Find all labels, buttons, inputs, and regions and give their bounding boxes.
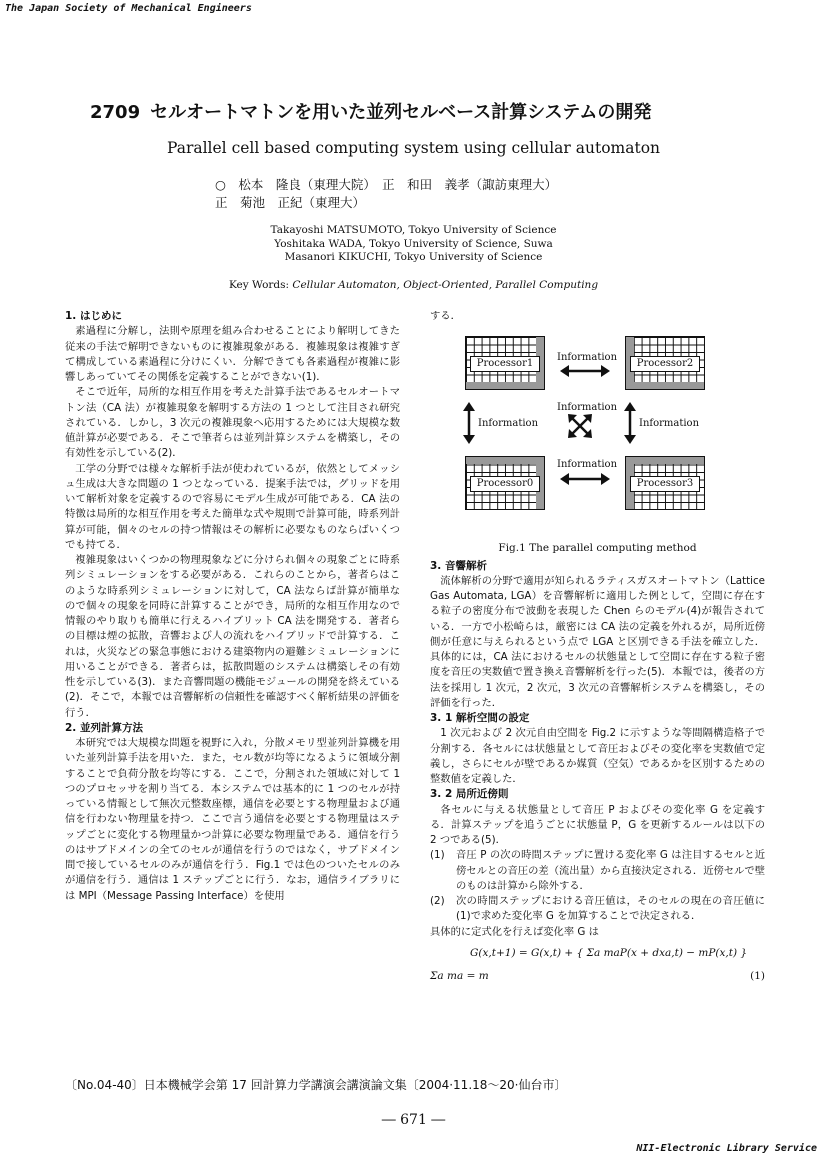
authors-english (0, 224, 827, 265)
processor-grid (625, 456, 705, 510)
vertical-double-arrow-icon (623, 402, 637, 444)
author-line: ○ 松本 隆良（東理大院） 正 和田 義孝（諏訪東理大） (215, 177, 558, 192)
information-label: Information (478, 418, 539, 430)
vertical-double-arrow-icon (462, 402, 476, 444)
information-label: Information (557, 402, 618, 414)
list-number: (2) (430, 895, 445, 907)
keywords (0, 279, 827, 291)
list-text: 音圧 P の次の時間ステップに置ける変化率 G は注目するセルと近傍セルとの音圧の差（流出量）から直接決定される．近傍セルで壁のものは計算から除外する． (456, 849, 765, 892)
information-label: Information (557, 352, 618, 364)
paragraph: 1 次元および 2 次元自由空間を Fig.2 に示すような等間隔構造格子で分割する．各セルには状態量として音圧およびその変化率を実数値で定義し，さらにセルが壁であるか媒質（空気）であるかを区別するための整数値を定義した． (430, 727, 765, 785)
paragraph: 工学の分野では様々な解析手法が使われているが，依然としてメッシュ生成は大きな問題の 1 つとなっている．提案手法では，グリッドを用いて解析対象を定義するので容易にモデル生成が可能である．CA 法の特徴は局所的な相互作用を考えた簡単な式や規則で計算可能，時系列計算が可能，個々のセルの持つ情報はその解析に必要なものならばいくつでも持てる． (65, 462, 400, 551)
authors-japanese (215, 176, 557, 212)
author-line: 正 菊池 正紀（東理大） (215, 195, 366, 210)
library-service-footer: NII-Electronic Library Service (636, 1143, 817, 1154)
equation: G(x,t+1) = G(x,t) + { Σa maP(x + dxa,t) − mP(x,t) } (470, 946, 748, 959)
section-heading: 3. 音響解析 (430, 559, 487, 572)
processor-label: Processor1 (470, 356, 540, 372)
equation: Σa ma = m (430, 970, 489, 982)
parallel-computing-figure (430, 326, 766, 541)
paper-title (90, 98, 730, 124)
processor-label: Processor3 (630, 476, 700, 492)
paragraph: 各セルに与える状態量として音圧 P およびその変化率 G を定義する．計算ステップを追うごとに状態量 P，G を更新するルールは以下の 2 つである(5)． (430, 803, 765, 846)
processor-grid (465, 456, 545, 510)
cross-arrow-icon (568, 414, 592, 438)
paragraph: 流体解析の分野で適用が知られるラティスガスオートマトン（Lattice Gas Automata, LGA）を音響解析に適用した例として，空間に存在する粒子の密度分布で波動を表現した Chen らのモデル(4)が報告されている．一方で小松崎らは，厳密には CA 法の定義を外れるが，局所近傍側が任意に与えられるという点で LGA と区別できる手法を確立した．具体的には，CA 法におけるセルの状態量として空間に存在する粒子密度を音圧の実数値で置き換え音響解析を行った(5)．本報では，後者の方法を採用し 1 次元，2 次元，3 次元の音響解析システムを構築し，その評価を行った． (430, 574, 765, 709)
author-line: Takayoshi MATSUMOTO, Tokyo University of Science (270, 224, 557, 236)
paper-subtitle: Parallel cell based computing system using cellular automaton (166, 139, 661, 157)
paragraph: 本研究では大規模な問題を視野に入れ，分散メモリ型並列計算機を用いた並列計算手法を用いた．また，セル数が均等になるように領域分割することで負荷分散を均等にする．ここで，分割された領域に対して 1 つのプロセッサを割り当てる．本システムでは基本的に 1 つのセルが持っている情報として無次元整数座標，通信を必要とする物理量および通信を行わない物理量を持つ．ここで言う通信を必要とする物理量はステップごとに変化する物理量かつ計算に必要な物理量である．通信を行うのはサブドメインの全てのセルが通信を行うのではなく，サブドメイン間で接しているセルのみが通信を行う．Fig.1 では色のついたセルのみが通信を行う．通信は 1 ステップごとに行う．なお，通信ライブラリには MPI（Message Passing Interface）を使用 (65, 737, 400, 902)
double-arrow-icon (560, 364, 610, 378)
author-line: Yoshitaka WADA, Tokyo University of Science, Suwa (274, 237, 553, 250)
author-line: Masanori KIKUCHI, Tokyo University of Science (284, 251, 543, 263)
keywords-text: Cellular Automaton, Object-Oriented, Parallel Computing (292, 279, 599, 291)
paragraph: 複雑現象はいくつかの物理現象などに分けられ個々の現象ごとに時系列シミュレーションをする必要がある．これらのことから，著者らはこのような時系列シミュレーションに対して，CA 法ならば計算が簡単なので個々の現象を同時に計算することができ，局所的な相互作用なので情報のやり取りも簡単に行えるハイブリット CA 法を開発する．著者らの目標は煙の拡散，音響および人の流れをハイブリッドで計算する．これは，火災などの緊急事態における建築物内の避難シミュレーションに用いることができる．著者らは，拡散問題のシステムは構築しその有効性を示している(3)．また音響問題の機能モジュールの開発を終えている(2)．そこで，本報では音響解析の信頼性を確認すべく解析結果の評価を行う． (65, 554, 400, 719)
information-label: Information (639, 418, 700, 430)
figure-caption: Fig.1 The parallel computing method (498, 542, 697, 555)
list-text: 次の時間ステップにおける音圧値は，そのセルの現在の音圧値に(1)で求めた変化率 G を加算することで決定される． (456, 895, 765, 923)
processor-label: Processor2 (630, 356, 700, 372)
paragraph: 素過程に分解し，法則や原理を組み合わせることにより解明してきた従来の手法で解明できないものに複雑現象がある．複雑現象は複雑すぎて構成している素過程に分けにくい．分解できても各素過程が複雑に影響しあっていてその関係を定義することができない(1)． (65, 325, 400, 383)
section-heading: 1. はじめに (65, 310, 122, 322)
subsection-heading: 3. 1 解析空間の設定 (430, 712, 530, 724)
processor-label: Processor0 (470, 476, 540, 492)
proceedings-footer: 〔No.04-40〕日本機械学会第 17 回計算力学講演会講演論文集〔2004·11.18～20·仙台市〕 (65, 1078, 567, 1092)
keywords-label: Key Words: (228, 279, 290, 291)
paragraph: 具体的に定式化を行えば変化率 G は (430, 925, 599, 938)
list-item (430, 848, 765, 894)
equation-number: (1) (750, 970, 765, 982)
paragraph: する． (430, 310, 461, 322)
section-heading: 2. 並列計算方法 (65, 721, 143, 734)
list-item (430, 894, 765, 925)
list-number: (1) (430, 849, 445, 862)
right-column (430, 309, 765, 984)
page-number: ― 671 ― (381, 1112, 446, 1128)
left-column (65, 309, 400, 904)
paper-title-text: セルオートマトンを用いた並列セルベース計算システムの開発 (150, 102, 652, 123)
double-arrow-icon (560, 472, 610, 486)
processor-grid (625, 336, 705, 390)
paper-number: 2709 (90, 102, 141, 123)
paragraph: そこで近年，局所的な相互作用を考えた計算手法であるセルオートマトン法（CA 法）が複雑現象を解明する方法の 1 つとして注目され研究されている．しかし，3 次元の複雑現象へ応用するためには大規模な数値計算が必要である．そこで筆者らは並列計算システムを構築し，その有効性を示している(2)． (65, 386, 400, 460)
information-label: Information (557, 459, 618, 471)
processor-grid (465, 336, 545, 390)
society-header: The Japan Society of Mechanical Engineers (5, 3, 252, 14)
subsection-heading: 3. 2 局所近傍則 (430, 788, 509, 801)
